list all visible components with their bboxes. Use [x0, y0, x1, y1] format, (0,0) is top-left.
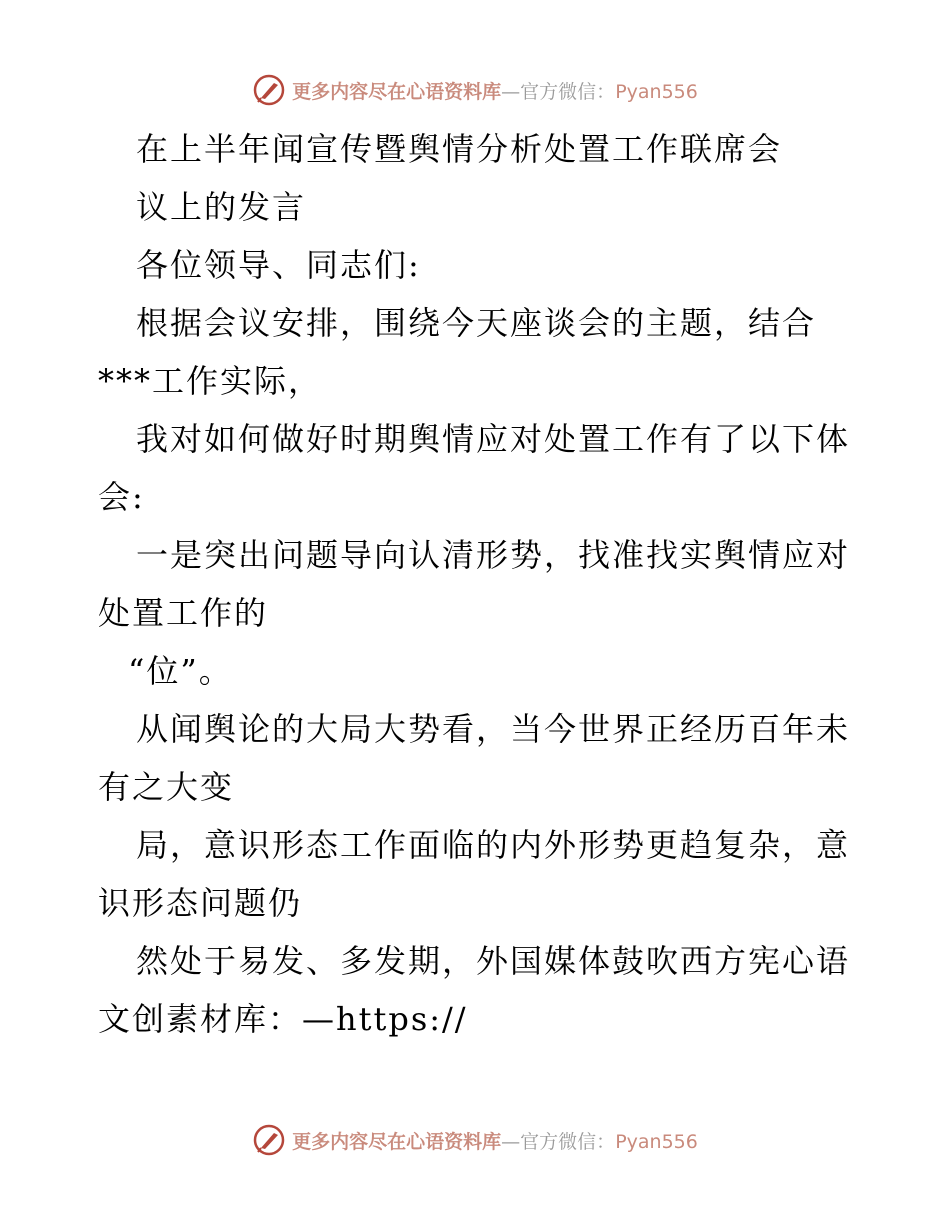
- feather-pen-logo-icon: [252, 73, 286, 107]
- salutation: 各位领导、同志们:: [136, 246, 421, 284]
- footer-watermark: [0, 1120, 950, 1160]
- watermark-text: 更多内容尽在心语资料库—官方微信：Pyan556: [292, 80, 698, 103]
- paragraph-line: 处置工作的: [98, 594, 269, 632]
- paragraph-line: ***工作实际，: [98, 362, 323, 400]
- feather-pen-logo-icon: [252, 1123, 286, 1157]
- paragraph-line: 局，意识形态工作面临的内外形势更趋复杂，意: [136, 826, 851, 864]
- paragraph-line: 根据会议安排，围绕今天座谈会的主题，结合: [136, 304, 817, 342]
- paragraph-line: 会:: [98, 478, 145, 516]
- document-body: [98, 120, 868, 1048]
- paragraph-line: 文创素材库：—https://: [98, 1000, 468, 1038]
- paragraph-line: 从闻舆论的大局大势看，当今世界正经历百年未: [136, 710, 851, 748]
- paragraph-line: “位”。: [128, 652, 233, 690]
- paragraph-line: 我对如何做好时期舆情应对处置工作有了以下体: [136, 420, 851, 458]
- title-line-1: 在上半年闻宣传暨舆情分析处置工作联席会: [136, 130, 783, 168]
- header-watermark: [0, 70, 950, 110]
- paragraph-line: 识形态问题仍: [98, 884, 303, 922]
- paragraph-line: 一是突出问题导向认清形势，找准找实舆情应对: [136, 536, 851, 574]
- paragraph-line: 有之大变: [98, 768, 235, 806]
- title-line-2: 议上的发言: [136, 188, 307, 226]
- watermark-text: 更多内容尽在心语资料库—官方微信：Pyan556: [292, 1130, 698, 1153]
- paragraph-line: 然处于易发、多发期，外国媒体鼓吹西方宪心语: [136, 942, 851, 980]
